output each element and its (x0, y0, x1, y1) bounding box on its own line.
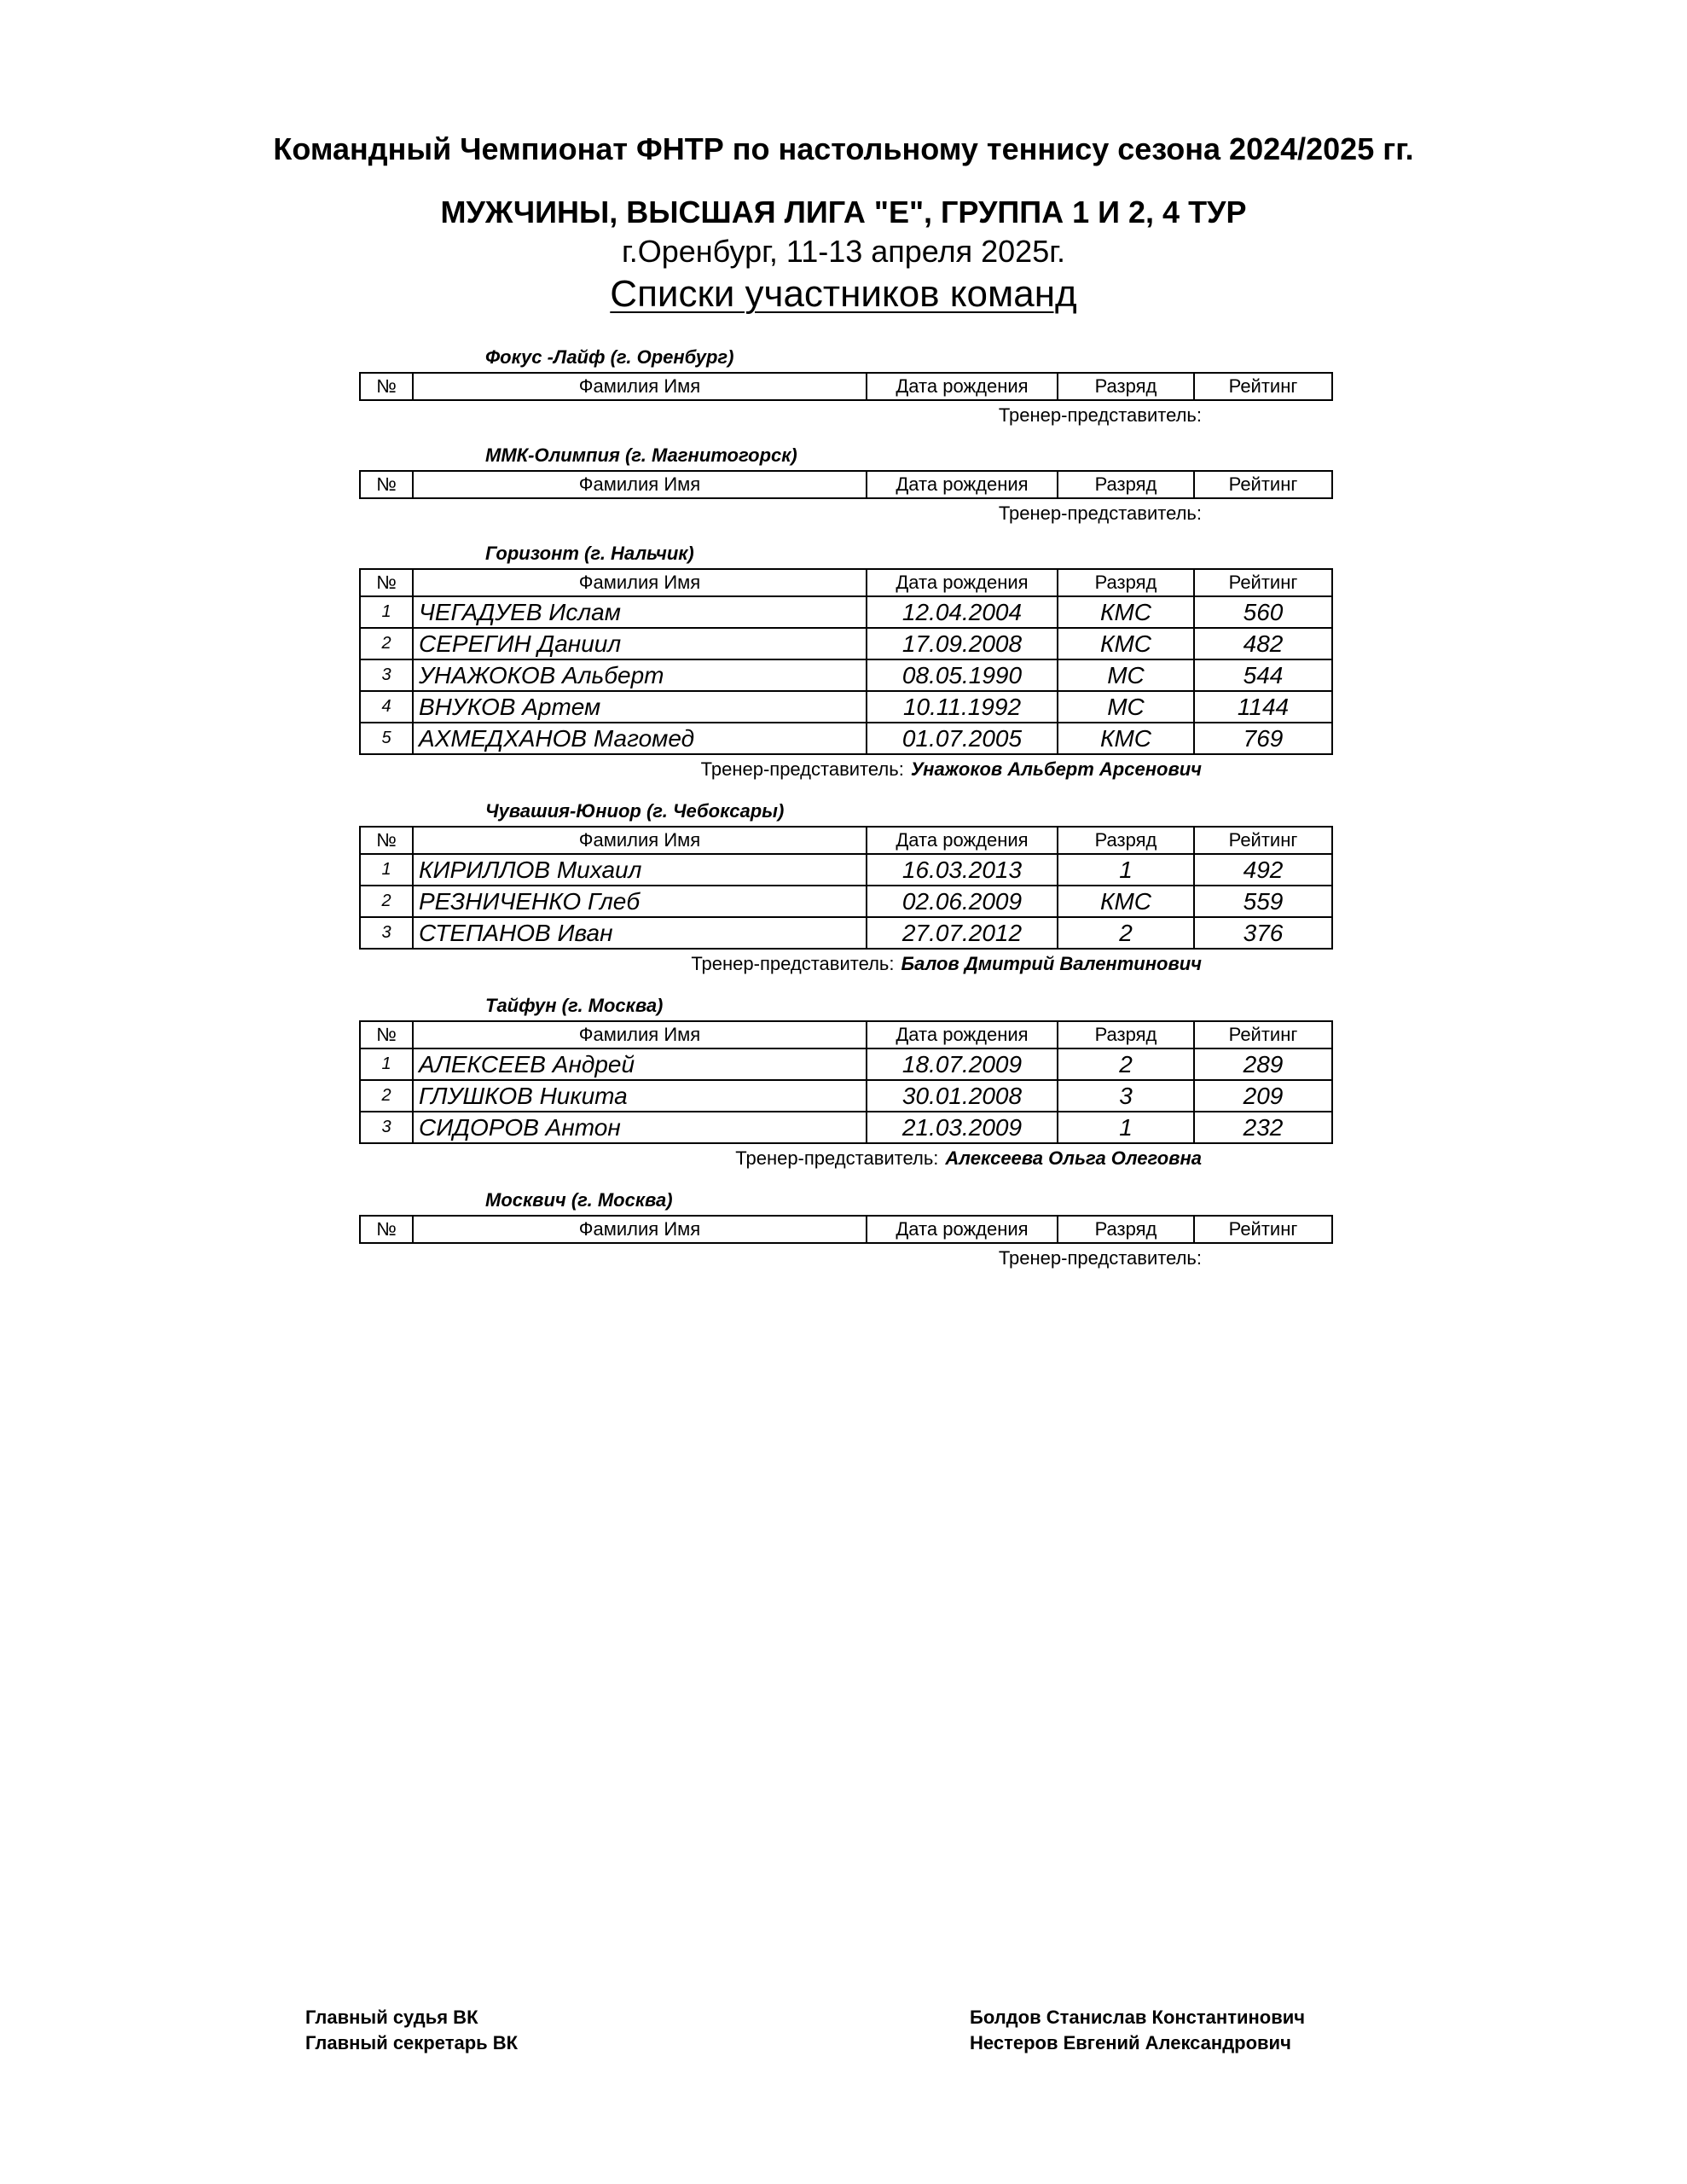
table-header-row (360, 471, 1332, 498)
column-header-birth: Дата рождения (867, 1021, 1058, 1048)
team-title: Москвич (г. Москва) (485, 1189, 673, 1211)
coach-line (691, 953, 1202, 975)
column-header-rating: Рейтинг (1194, 827, 1332, 854)
column-header-name: Фамилия Имя (413, 471, 867, 498)
team-title: Тайфун (г. Москва) (485, 995, 664, 1016)
coach-label: Тренер-представитель: (700, 758, 904, 780)
coach-name: Балов Дмитрий Валентинович (901, 953, 1202, 974)
cell-name: ГЛУШКОВ Никита (413, 1080, 867, 1112)
roster-table (359, 568, 1333, 755)
table-header-row (360, 1216, 1332, 1243)
table-row (360, 628, 1332, 659)
cell-rating: 482 (1194, 628, 1332, 659)
column-header-num: № (360, 1216, 413, 1243)
team-title: Фокус -Лайф (г. Оренбург) (485, 346, 734, 368)
table-row (360, 886, 1332, 917)
cell-num: 3 (360, 659, 413, 691)
chief-secretary-name: Нестеров Евгений Александрович (970, 2032, 1291, 2053)
cell-rating: 232 (1194, 1112, 1332, 1143)
chief-secretary-label: Главный секретарь ВК (305, 2032, 519, 2053)
column-header-birth: Дата рождения (867, 1216, 1058, 1243)
cell-birth: 16.03.2013 (867, 854, 1058, 886)
coach-name: Алексеева Ольга Олеговна (945, 1147, 1202, 1169)
division-title: МУЖЧИНЫ, ВЫСШАЯ ЛИГА "Е", ГРУППА 1 И 2, 4 ТУР (440, 195, 1247, 229)
column-header-birth: Дата рождения (867, 827, 1058, 854)
roster-table (359, 470, 1333, 499)
coach-line (999, 1247, 1202, 1269)
cell-num: 1 (360, 596, 413, 628)
column-header-rating: Рейтинг (1194, 1216, 1332, 1243)
column-header-name: Фамилия Имя (413, 827, 867, 854)
cell-num: 2 (360, 1080, 413, 1112)
cell-rank: 2 (1058, 917, 1194, 949)
table-row (360, 1048, 1332, 1080)
cell-num: 2 (360, 628, 413, 659)
column-header-rank: Разряд (1058, 1216, 1194, 1243)
table-row (360, 917, 1332, 949)
cell-rank: КМС (1058, 723, 1194, 754)
cell-name: СЕРЕГИН Даниил (413, 628, 867, 659)
column-header-num: № (360, 471, 413, 498)
cell-rank: КМС (1058, 596, 1194, 628)
coach-label: Тренер-представитель: (998, 502, 1202, 524)
column-header-num: № (360, 373, 413, 400)
cell-name: АХМЕДХАНОВ Магомед (413, 723, 867, 754)
cell-name: СТЕПАНОВ Иван (413, 917, 867, 949)
column-header-rating: Рейтинг (1194, 471, 1332, 498)
coach-name: Унажоков Альберт Арсенович (910, 758, 1202, 780)
table-row (360, 596, 1332, 628)
column-header-rating: Рейтинг (1194, 569, 1332, 596)
document-title: Командный Чемпионат ФНТР по настольному теннису сезона 2024/2025 гг. (273, 131, 1414, 166)
column-header-name: Фамилия Имя (413, 569, 867, 596)
cell-birth: 01.07.2005 (867, 723, 1058, 754)
cell-rank: 2 (1058, 1048, 1194, 1080)
column-header-birth: Дата рождения (867, 471, 1058, 498)
coach-label: Тренер-представитель: (735, 1147, 939, 1169)
cell-name: СИДОРОВ Антон (413, 1112, 867, 1143)
column-header-rank: Разряд (1058, 471, 1194, 498)
cell-rating: 376 (1194, 917, 1332, 949)
column-header-num: № (360, 1021, 413, 1048)
cell-rating: 1144 (1194, 691, 1332, 723)
table-header-row (360, 827, 1332, 854)
table-row (360, 1080, 1332, 1112)
cell-rating: 560 (1194, 596, 1332, 628)
page-subtitle-text: Списки участников команд (610, 273, 1077, 315)
cell-name: ЧЕГАДУЕВ Ислам (413, 596, 867, 628)
roster-table (359, 372, 1333, 401)
column-header-rank: Разряд (1058, 569, 1194, 596)
cell-birth: 12.04.2004 (867, 596, 1058, 628)
cell-rank: 3 (1058, 1080, 1194, 1112)
page-subtitle (0, 273, 1687, 316)
cell-birth: 10.11.1992 (867, 691, 1058, 723)
roster-table (359, 826, 1333, 950)
team-title: Чувашия-Юниор (г. Чебоксары) (485, 800, 785, 822)
coach-line (701, 758, 1202, 781)
column-header-name: Фамилия Имя (413, 1021, 867, 1048)
chief-judge-label: Главный судья ВК (305, 2007, 478, 2028)
cell-birth: 30.01.2008 (867, 1080, 1058, 1112)
cell-birth: 21.03.2009 (867, 1112, 1058, 1143)
coach-label: Тренер-представитель: (998, 1247, 1202, 1269)
cell-name: АЛЕКСЕЕВ Андрей (413, 1048, 867, 1080)
event-location: г.Оренбург, 11-13 апреля 2025г. (622, 234, 1065, 269)
cell-birth: 17.09.2008 (867, 628, 1058, 659)
cell-num: 2 (360, 886, 413, 917)
cell-num: 5 (360, 723, 413, 754)
table-row (360, 854, 1332, 886)
cell-num: 4 (360, 691, 413, 723)
table-header-row (360, 373, 1332, 400)
column-header-rating: Рейтинг (1194, 373, 1332, 400)
team-title: Горизонт (г. Нальчик) (485, 543, 694, 564)
column-header-name: Фамилия Имя (413, 373, 867, 400)
coach-line (999, 404, 1202, 427)
column-header-birth: Дата рождения (867, 569, 1058, 596)
cell-birth: 18.07.2009 (867, 1048, 1058, 1080)
column-header-num: № (360, 569, 413, 596)
column-header-rating: Рейтинг (1194, 1021, 1332, 1048)
cell-num: 3 (360, 917, 413, 949)
cell-birth: 27.07.2012 (867, 917, 1058, 949)
column-header-rank: Разряд (1058, 1021, 1194, 1048)
cell-name: РЕЗНИЧЕНКО Глеб (413, 886, 867, 917)
cell-rank: 1 (1058, 854, 1194, 886)
cell-rating: 769 (1194, 723, 1332, 754)
table-row (360, 1112, 1332, 1143)
cell-rank: КМС (1058, 886, 1194, 917)
coach-label: Тренер-представитель: (998, 404, 1202, 426)
table-header-row (360, 1021, 1332, 1048)
footer-names (970, 2005, 1305, 2056)
cell-rating: 544 (1194, 659, 1332, 691)
coach-line (999, 502, 1202, 525)
cell-rating: 289 (1194, 1048, 1332, 1080)
coach-line (735, 1147, 1202, 1170)
cell-rank: КМС (1058, 628, 1194, 659)
cell-num: 1 (360, 1048, 413, 1080)
table-row (360, 691, 1332, 723)
cell-name: КИРИЛЛОВ Михаил (413, 854, 867, 886)
roster-table (359, 1215, 1333, 1244)
cell-birth: 02.06.2009 (867, 886, 1058, 917)
table-row (360, 659, 1332, 691)
team-title: ММК-Олимпия (г. Магнитогорск) (485, 444, 797, 466)
table-header-row (360, 569, 1332, 596)
cell-name: УНАЖОКОВ Альберт (413, 659, 867, 691)
cell-num: 3 (360, 1112, 413, 1143)
cell-rating: 492 (1194, 854, 1332, 886)
column-header-name: Фамилия Имя (413, 1216, 867, 1243)
cell-birth: 08.05.1990 (867, 659, 1058, 691)
coach-label: Тренер-представитель: (691, 953, 895, 974)
roster-table (359, 1020, 1333, 1144)
cell-rank: МС (1058, 691, 1194, 723)
table-row (360, 723, 1332, 754)
cell-rank: 1 (1058, 1112, 1194, 1143)
cell-num: 1 (360, 854, 413, 886)
column-header-birth: Дата рождения (867, 373, 1058, 400)
cell-rating: 209 (1194, 1080, 1332, 1112)
cell-rating: 559 (1194, 886, 1332, 917)
chief-judge-name: Болдов Станислав Константинович (970, 2007, 1306, 2028)
column-header-rank: Разряд (1058, 373, 1194, 400)
column-header-num: № (360, 827, 413, 854)
cell-name: ВНУКОВ Артем (413, 691, 867, 723)
footer-labels (305, 2005, 518, 2056)
column-header-rank: Разряд (1058, 827, 1194, 854)
cell-rank: МС (1058, 659, 1194, 691)
